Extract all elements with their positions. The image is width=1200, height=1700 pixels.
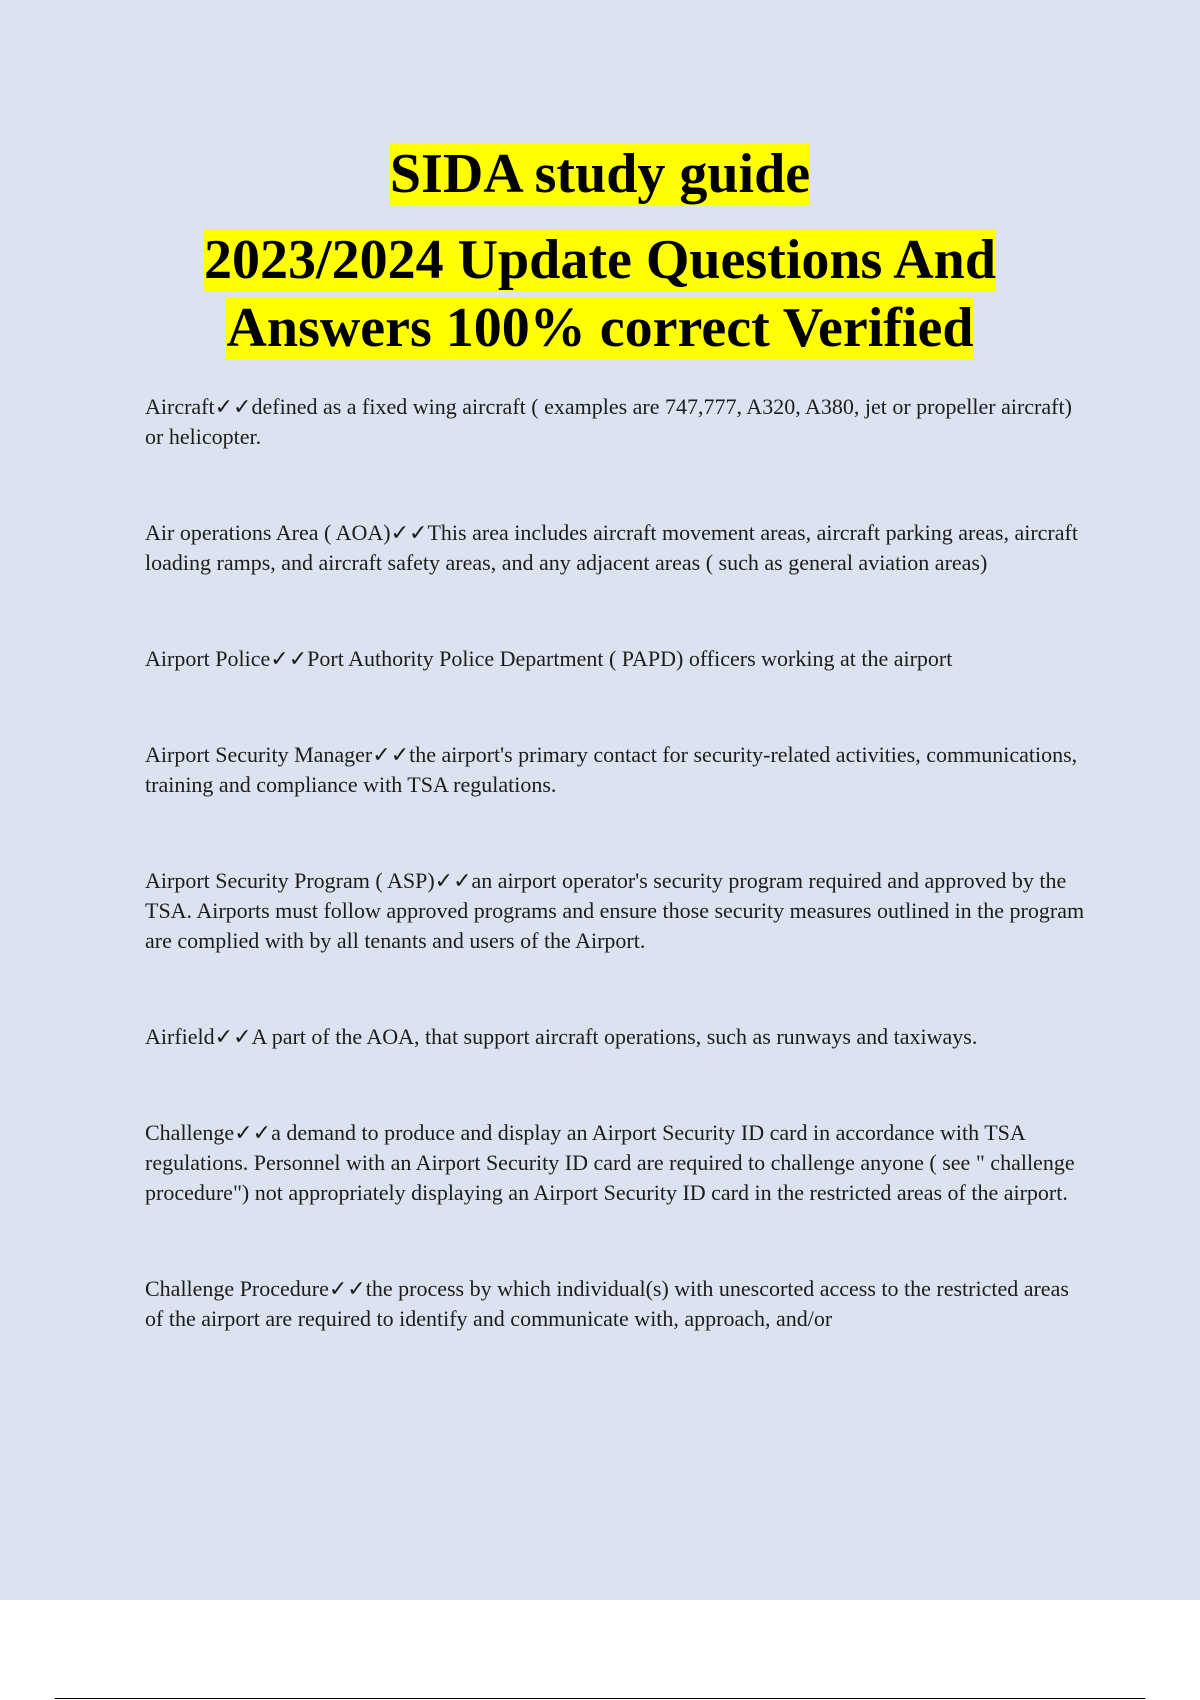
entry-term: Airport Security Manager [145, 742, 373, 767]
glossary-entry [145, 392, 1085, 452]
entry-definition: a demand to produce and display an Airport Security ID card in accordance with TSA regulations. Personnel with an Airport Security ID card are required to challenge anyone ( see " challenge procedure") not appropriately displaying an Airport Security ID card in the restricted areas of the airport. [145, 1120, 1075, 1205]
glossary-entries [145, 392, 1085, 1334]
title-block [0, 140, 1200, 362]
checkmark-icon: ✓✓ [270, 646, 308, 671]
checkmark-icon: ✓✓ [234, 1120, 272, 1145]
entry-definition: A part of the AOA, that support aircraft operations, such as runways and taxiways. [251, 1024, 978, 1049]
entry-definition: defined as a fixed wing aircraft ( examples are 747,777, A320, A380, jet or propeller aircraft) or helicopter. [145, 394, 1072, 449]
glossary-entry [145, 740, 1085, 800]
entry-definition: an airport operator's security program required and approved by the TSA. Airports must follow approved programs and ensure those security measures outlined in the program are complied with by all tenants and users of the Airport. [145, 868, 1085, 953]
document-title: SIDA study guide [389, 143, 811, 205]
glossary-entry [145, 644, 1085, 674]
entry-term: Airport Security Program ( ASP) [145, 868, 435, 893]
entry-definition: This area includes aircraft movement areas, aircraft parking areas, aircraft loading ramps, and aircraft safety areas, and any adjacent areas ( such as general aviation areas) [145, 520, 1078, 575]
checkmark-icon: ✓✓ [434, 868, 472, 893]
entry-term: Challenge [145, 1120, 235, 1145]
document-subtitle: 2023/2024 Update Questions And Answers 100% correct Verified [204, 229, 996, 359]
glossary-entry [145, 1022, 1085, 1052]
footer-divider [55, 1698, 1145, 1699]
checkmark-icon: ✓✓ [214, 1024, 252, 1049]
entry-definition: Port Authority Police Department ( PAPD) officers working at the airport [307, 646, 953, 671]
checkmark-icon: ✓✓ [372, 742, 410, 767]
checkmark-icon: ✓✓ [214, 394, 252, 419]
glossary-entry [145, 1274, 1085, 1334]
entry-term: Air operations Area ( AOA) [145, 520, 391, 545]
entry-definition: the airport's primary contact for security-related activities, communications, training and compliance with TSA regulations. [145, 742, 1078, 797]
glossary-entry [145, 866, 1085, 956]
glossary-entry [145, 518, 1085, 578]
checkmark-icon: ✓✓ [328, 1276, 366, 1301]
entry-term: Challenge Procedure [145, 1276, 329, 1301]
entry-term: Aircraft [145, 394, 215, 419]
checkmark-icon: ✓✓ [390, 520, 428, 545]
glossary-entry [145, 1118, 1085, 1208]
entry-definition: the process by which individual(s) with unescorted access to the restricted areas of the airport are required to identify and communicate with, approach, and/or [145, 1276, 1069, 1331]
entry-term: Airport Police [145, 646, 271, 671]
entry-term: Airfield [145, 1024, 215, 1049]
